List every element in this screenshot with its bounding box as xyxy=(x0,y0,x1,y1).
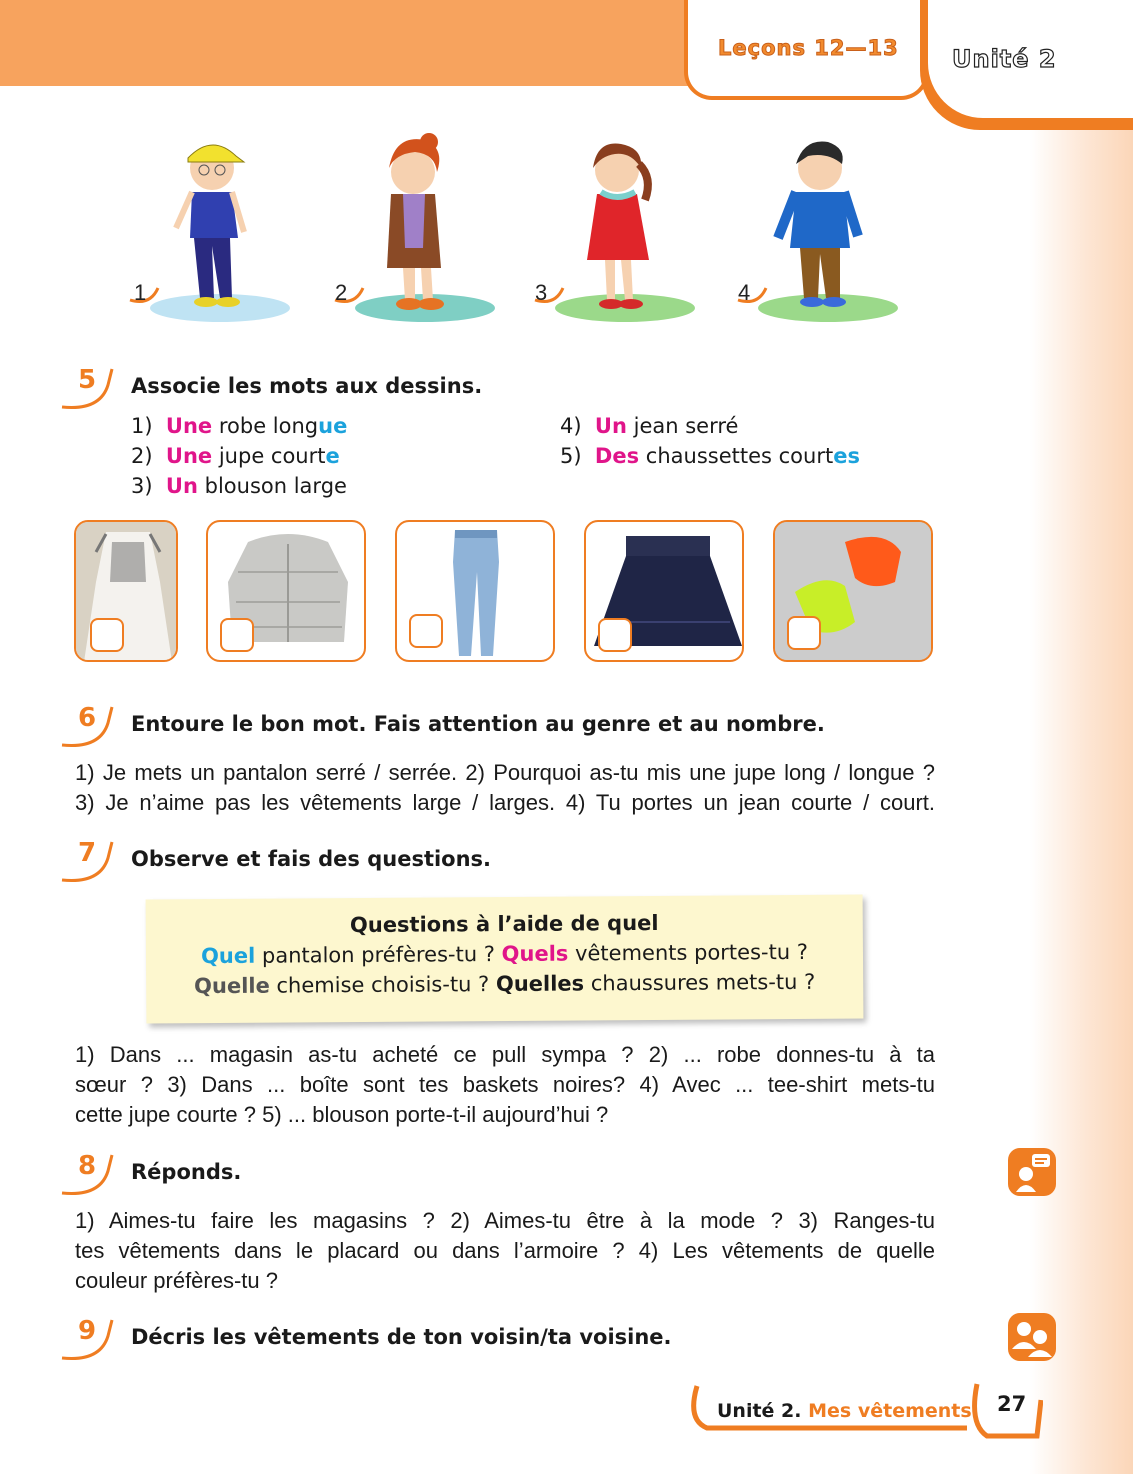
list-item: 4) Un jean serré xyxy=(560,414,739,438)
page-number: 27 xyxy=(997,1392,1027,1416)
exercise-text-line: couleur préfères-tu ? xyxy=(75,1268,278,1293)
character-2 xyxy=(325,128,505,328)
character-4 xyxy=(728,128,908,328)
answer-checkbox[interactable] xyxy=(787,616,821,650)
grammar-note-title: Questions à l’aide de quel xyxy=(349,910,659,938)
exercise-number: 8 xyxy=(60,1151,110,1195)
grammar-note-line: Quelle chemise choisis-tu ? Quelles chaussures mets-tu ? xyxy=(194,969,816,999)
exercise-text-line: cette jupe courte ? 5) ... blouson porte-t-il aujourd’hui ? xyxy=(75,1102,609,1127)
character-number: 2 xyxy=(335,280,348,305)
photo-jeans xyxy=(395,520,555,662)
exercise-number: 5 xyxy=(60,365,110,409)
grammar-note-box xyxy=(146,894,864,1023)
exercise-text-line: 1) Aimes-tu faire les magasins ? 2) Aimes-tu être à la mode ? 3) Ranges-tu xyxy=(75,1208,935,1233)
list-item: 1) Une robe longue xyxy=(131,414,348,438)
side-gradient-band xyxy=(1030,0,1133,1474)
character-3 xyxy=(525,128,705,328)
character-number: 4 xyxy=(738,280,751,305)
exercise-text-line: tes vêtements dans le placard ou dans l’armoire ? 4) Les vêtements de quelle xyxy=(75,1238,935,1263)
exercise-title: Entoure le bon mot. Fais attention au genre et au nombre. xyxy=(131,712,825,736)
exercise-text-line: 1) Dans ... magasin as-tu acheté ce pull sympa ? 2) ... robe donnes-tu à ta xyxy=(75,1042,935,1067)
photo-jacket xyxy=(206,520,366,662)
character-number: 1 xyxy=(134,280,147,305)
footer-unit-title: Unité 2. Mes vêtements xyxy=(717,1400,972,1422)
exercise-number: 7 xyxy=(60,838,110,882)
unit-label: Unité 2 xyxy=(952,45,1057,73)
exercise-text-line: sœur ? 3) Dans ... boîte sont tes baskets noires? 4) Avec ... tee-shirt mets-tu xyxy=(75,1072,935,1097)
lessons-label: Leçons 12—13 xyxy=(718,36,899,60)
photo-socks xyxy=(773,520,933,662)
footer xyxy=(687,1380,1043,1442)
exercise-title: Réponds. xyxy=(131,1160,242,1184)
exercise-text-line: 3) Je n’aime pas les vêtements large / larges. 4) Tu portes un jean courte / court. xyxy=(75,790,935,815)
top-header-band xyxy=(0,0,690,86)
speech-pair-icon xyxy=(1008,1148,1056,1196)
answer-checkbox[interactable] xyxy=(598,618,632,652)
answer-checkbox[interactable] xyxy=(409,614,443,648)
list-item: 2) Une jupe courte xyxy=(131,444,340,468)
exercise-number: 9 xyxy=(60,1316,110,1360)
exercise-title: Associe les mots aux dessins. xyxy=(131,374,483,398)
list-item: 5) Des chaussettes courtes xyxy=(560,444,860,468)
exercise-title: Observe et fais des questions. xyxy=(131,847,492,871)
exercise-text-line: 1) Je mets un pantalon serré / serrée. 2) Pourquoi as-tu mis une jupe long / longue ? xyxy=(75,760,935,785)
group-pair-icon xyxy=(1008,1313,1056,1361)
exercise-number: 6 xyxy=(60,703,110,747)
grammar-note-line: Quel pantalon préfères-tu ? Quels vêtements portes-tu ? xyxy=(200,939,808,969)
answer-checkbox[interactable] xyxy=(220,618,254,652)
photo-skirt xyxy=(584,520,744,662)
exercise-title: Décris les vêtements de ton voisin/ta voisine. xyxy=(131,1325,672,1349)
answer-checkbox[interactable] xyxy=(90,618,124,652)
character-number: 3 xyxy=(535,280,548,305)
list-item: 3) Un blouson large xyxy=(131,474,347,498)
character-1 xyxy=(120,128,300,328)
photo-dress xyxy=(74,520,178,662)
